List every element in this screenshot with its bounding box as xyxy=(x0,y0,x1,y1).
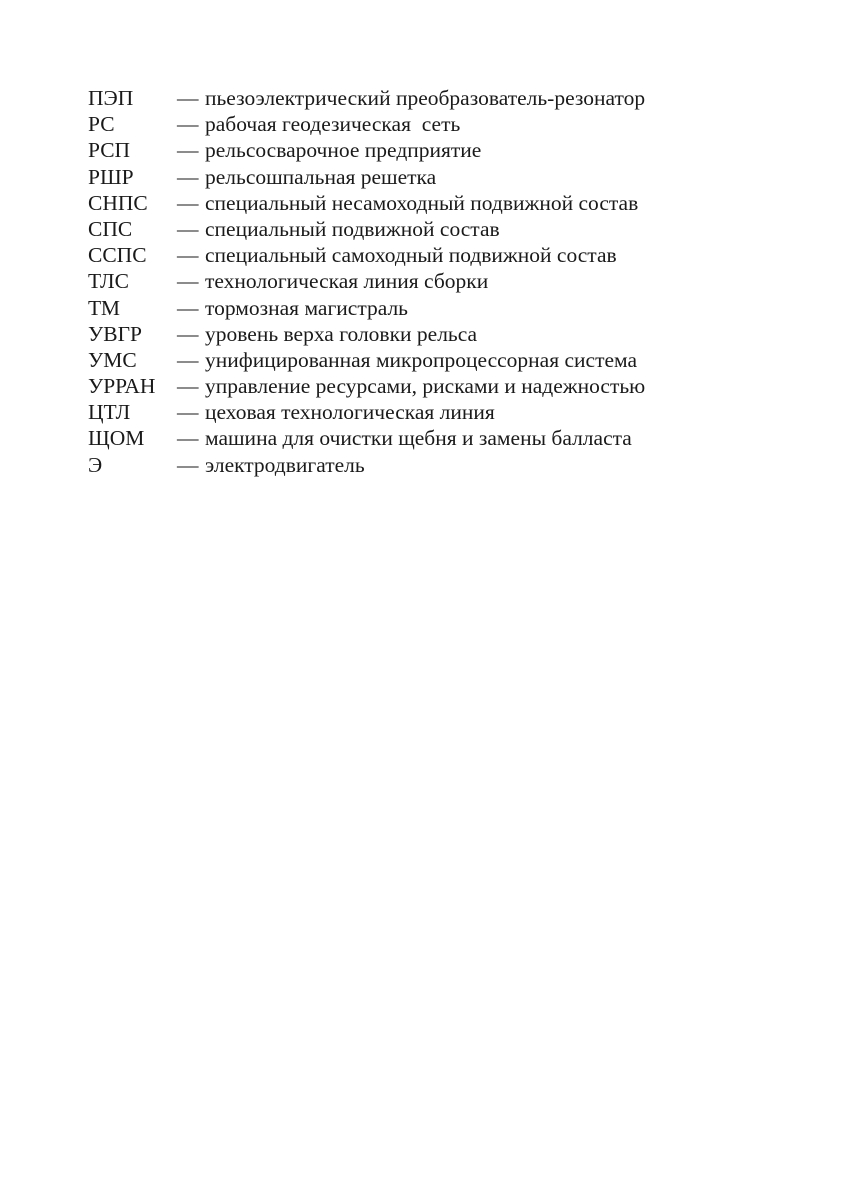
abbreviation-definition: специальный несамоходный подвижной состав xyxy=(205,190,639,215)
abbreviation-list xyxy=(88,85,808,478)
abbreviation-term: УВГР xyxy=(88,321,142,346)
abbreviation-term: ЩОМ xyxy=(88,426,145,451)
abbreviation-row xyxy=(88,137,808,163)
abbreviation-dash: — xyxy=(177,138,199,163)
abbreviation-definition: тормозная магистраль xyxy=(205,295,408,320)
abbreviation-definition: специальный подвижной состав xyxy=(205,216,500,241)
abbreviation-definition: унифицированная микропроцессорная система xyxy=(205,347,638,372)
abbreviation-dash: — xyxy=(177,86,199,110)
abbreviation-term: Э xyxy=(88,452,103,477)
abbreviation-term: РСП xyxy=(88,138,131,163)
abbreviation-dash: — xyxy=(177,269,199,294)
abbreviation-definition: цеховая технологическая линия xyxy=(205,400,495,425)
abbreviation-definition: специальный самоходный подвижной состав xyxy=(205,243,617,268)
abbreviation-dash: — xyxy=(177,216,199,241)
abbreviation-row xyxy=(88,321,808,347)
abbreviation-term: УРРАН xyxy=(88,374,156,399)
abbreviation-row xyxy=(88,295,808,321)
abbreviation-dash: — xyxy=(177,321,199,346)
abbreviation-dash: — xyxy=(177,243,199,268)
abbreviation-definition: пьезоэлектрический преобразователь-резонатор xyxy=(205,86,646,110)
abbreviation-term: ССПС xyxy=(88,243,147,268)
abbreviation-definition: уровень верха головки рельса xyxy=(205,321,478,346)
abbreviation-definition: машина для очистки щебня и замены балласта xyxy=(205,426,632,451)
abbreviation-row xyxy=(88,216,808,242)
abbreviation-term: СНПС xyxy=(88,190,148,215)
abbreviation-definition: технологическая линия сборки xyxy=(205,269,489,294)
abbreviation-term: ТМ xyxy=(88,295,120,320)
abbreviation-dash: — xyxy=(177,347,199,372)
abbreviation-term: ЦТЛ xyxy=(88,400,131,425)
abbreviation-definition: рельсошпальная решетка xyxy=(205,164,437,189)
abbreviation-row xyxy=(88,85,808,111)
abbreviation-dash: — xyxy=(177,400,199,425)
abbreviation-dash: — xyxy=(177,426,199,451)
abbreviation-row xyxy=(88,190,808,216)
abbreviation-row xyxy=(88,111,808,137)
abbreviation-term: РШР xyxy=(88,164,134,189)
abbreviation-dash: — xyxy=(177,112,199,137)
abbreviation-row xyxy=(88,164,808,190)
abbreviation-dash: — xyxy=(177,164,199,189)
abbreviation-dash: — xyxy=(177,295,199,320)
abbreviation-term: ПЭП xyxy=(88,86,134,110)
abbreviation-definition: рабочая геодезическая сеть xyxy=(205,112,461,137)
abbreviation-term: СПС xyxy=(88,216,133,241)
abbreviation-row xyxy=(88,373,808,399)
abbreviation-definition: рельсосварочное предприятие xyxy=(205,138,482,163)
abbreviation-row xyxy=(88,399,808,425)
abbreviation-definition: управление ресурсами, рисками и надежностью xyxy=(205,374,646,399)
abbreviation-definition: электродвигатель xyxy=(205,452,365,477)
abbreviation-row xyxy=(88,242,808,268)
abbreviation-row xyxy=(88,425,808,451)
abbreviation-dash: — xyxy=(177,190,199,215)
abbreviation-term: УМС xyxy=(88,347,137,372)
abbreviation-row xyxy=(88,268,808,294)
abbreviation-term: ТЛС xyxy=(88,269,129,294)
abbreviation-term: РС xyxy=(88,112,115,137)
abbreviation-row xyxy=(88,452,808,478)
abbreviation-dash: — xyxy=(177,452,199,477)
abbreviation-row xyxy=(88,347,808,373)
abbreviation-dash: — xyxy=(177,374,199,399)
